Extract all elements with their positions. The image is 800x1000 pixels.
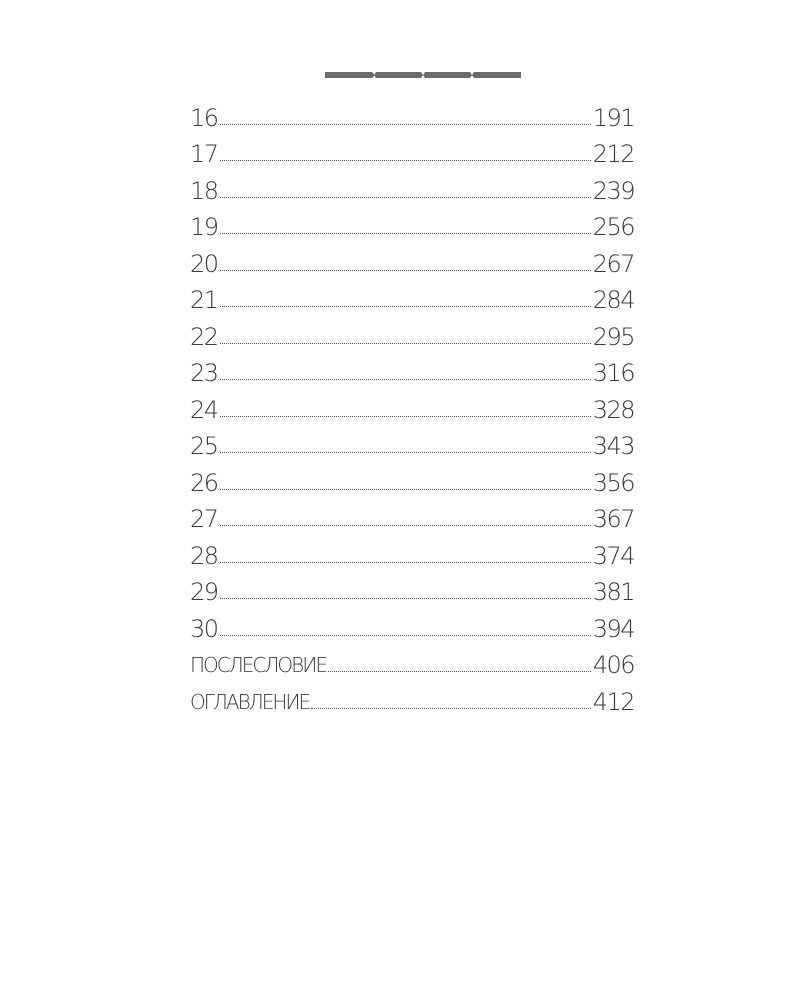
toc-entry-28[interactable] (190, 534, 634, 571)
toc-leader-dots (220, 451, 591, 453)
toc-entry-page: 356 (592, 468, 634, 497)
toc-entry-label: ОГЛАВЛЕНИЕ (190, 689, 310, 714)
toc-entry-21[interactable] (190, 279, 634, 316)
toc-leader-dots (220, 488, 591, 490)
toc-leader-dots (220, 561, 591, 563)
toc-leader-dots (220, 123, 591, 125)
toc-entry-18[interactable] (190, 169, 634, 206)
toc-entry-label: 29 (190, 578, 218, 606)
toc-entry-26[interactable] (190, 461, 634, 498)
toc-entry-label: 20 (190, 249, 218, 278)
toc-leader-dots (220, 196, 591, 198)
toc-leader-dots (328, 670, 591, 672)
toc-leader-dots (220, 597, 591, 599)
toc-entry-label: 22 (190, 322, 218, 351)
toc-leader-dots (220, 232, 591, 234)
toc-entry-30[interactable] (190, 607, 634, 644)
toc-entry-label: 24 (190, 395, 218, 424)
toc-entry-19[interactable] (190, 206, 634, 243)
toc-leader-dots (220, 269, 591, 271)
toc-leader-dots (220, 634, 591, 636)
toc-entry-contents[interactable] (190, 680, 634, 717)
toc-entry-afterword[interactable] (190, 644, 634, 681)
toc-entry-16[interactable] (190, 96, 634, 133)
toc-entry-page: 406 (592, 651, 634, 679)
toc-entry-page: 284 (592, 286, 634, 314)
toc-entry-label: 23 (190, 359, 218, 387)
toc-entry-label: 19 (190, 213, 218, 241)
toc-entry-label: 25 (190, 432, 218, 460)
toc-entry-page: 295 (592, 322, 634, 351)
toc-entry-page: 328 (592, 395, 634, 424)
toc-entry-page: 212 (592, 140, 634, 168)
toc-entry-27[interactable] (190, 498, 634, 535)
toc-entry-page: 343 (592, 432, 634, 460)
toc-entry-29[interactable] (190, 571, 634, 608)
toc-entry-label: 18 (190, 176, 218, 205)
toc-entry-label: 30 (190, 614, 218, 643)
toc-leader-dots (220, 342, 591, 344)
toc-entry-20[interactable] (190, 242, 634, 279)
toc-entry-page: 367 (592, 505, 634, 533)
toc-leader-dots (220, 159, 591, 161)
toc-entry-page: 316 (592, 359, 634, 387)
toc-leader-dots (311, 707, 591, 709)
ornament-divider (325, 70, 521, 80)
toc-entry-page: 374 (592, 541, 634, 570)
toc-entry-25[interactable] (190, 425, 634, 462)
toc-entry-label: 21 (190, 286, 218, 314)
toc-entry-23[interactable] (190, 352, 634, 389)
toc-leader-dots (220, 305, 591, 307)
toc-entry-label: 27 (190, 505, 218, 533)
toc-entry-22[interactable] (190, 315, 634, 352)
toc-entry-page: 412 (592, 687, 634, 716)
toc-entry-label: 26 (190, 468, 218, 497)
toc-leader-dots (220, 415, 591, 417)
toc-entry-24[interactable] (190, 388, 634, 425)
toc-entry-label: 16 (190, 103, 218, 132)
toc-leader-dots (220, 378, 591, 380)
toc-entry-page: 381 (592, 578, 634, 606)
toc-entry-page: 394 (592, 614, 634, 643)
toc-entry-page: 267 (592, 249, 634, 278)
table-of-contents (190, 96, 634, 717)
toc-entry-label: 28 (190, 541, 218, 570)
toc-entry-17[interactable] (190, 133, 634, 170)
toc-entry-page: 239 (592, 176, 634, 205)
toc-entry-page: 191 (592, 103, 634, 132)
toc-entry-label: ПОСЛЕСЛОВИЕ (190, 653, 326, 677)
toc-entry-page: 256 (592, 213, 634, 241)
toc-leader-dots (220, 524, 591, 526)
toc-entry-label: 17 (190, 140, 218, 168)
